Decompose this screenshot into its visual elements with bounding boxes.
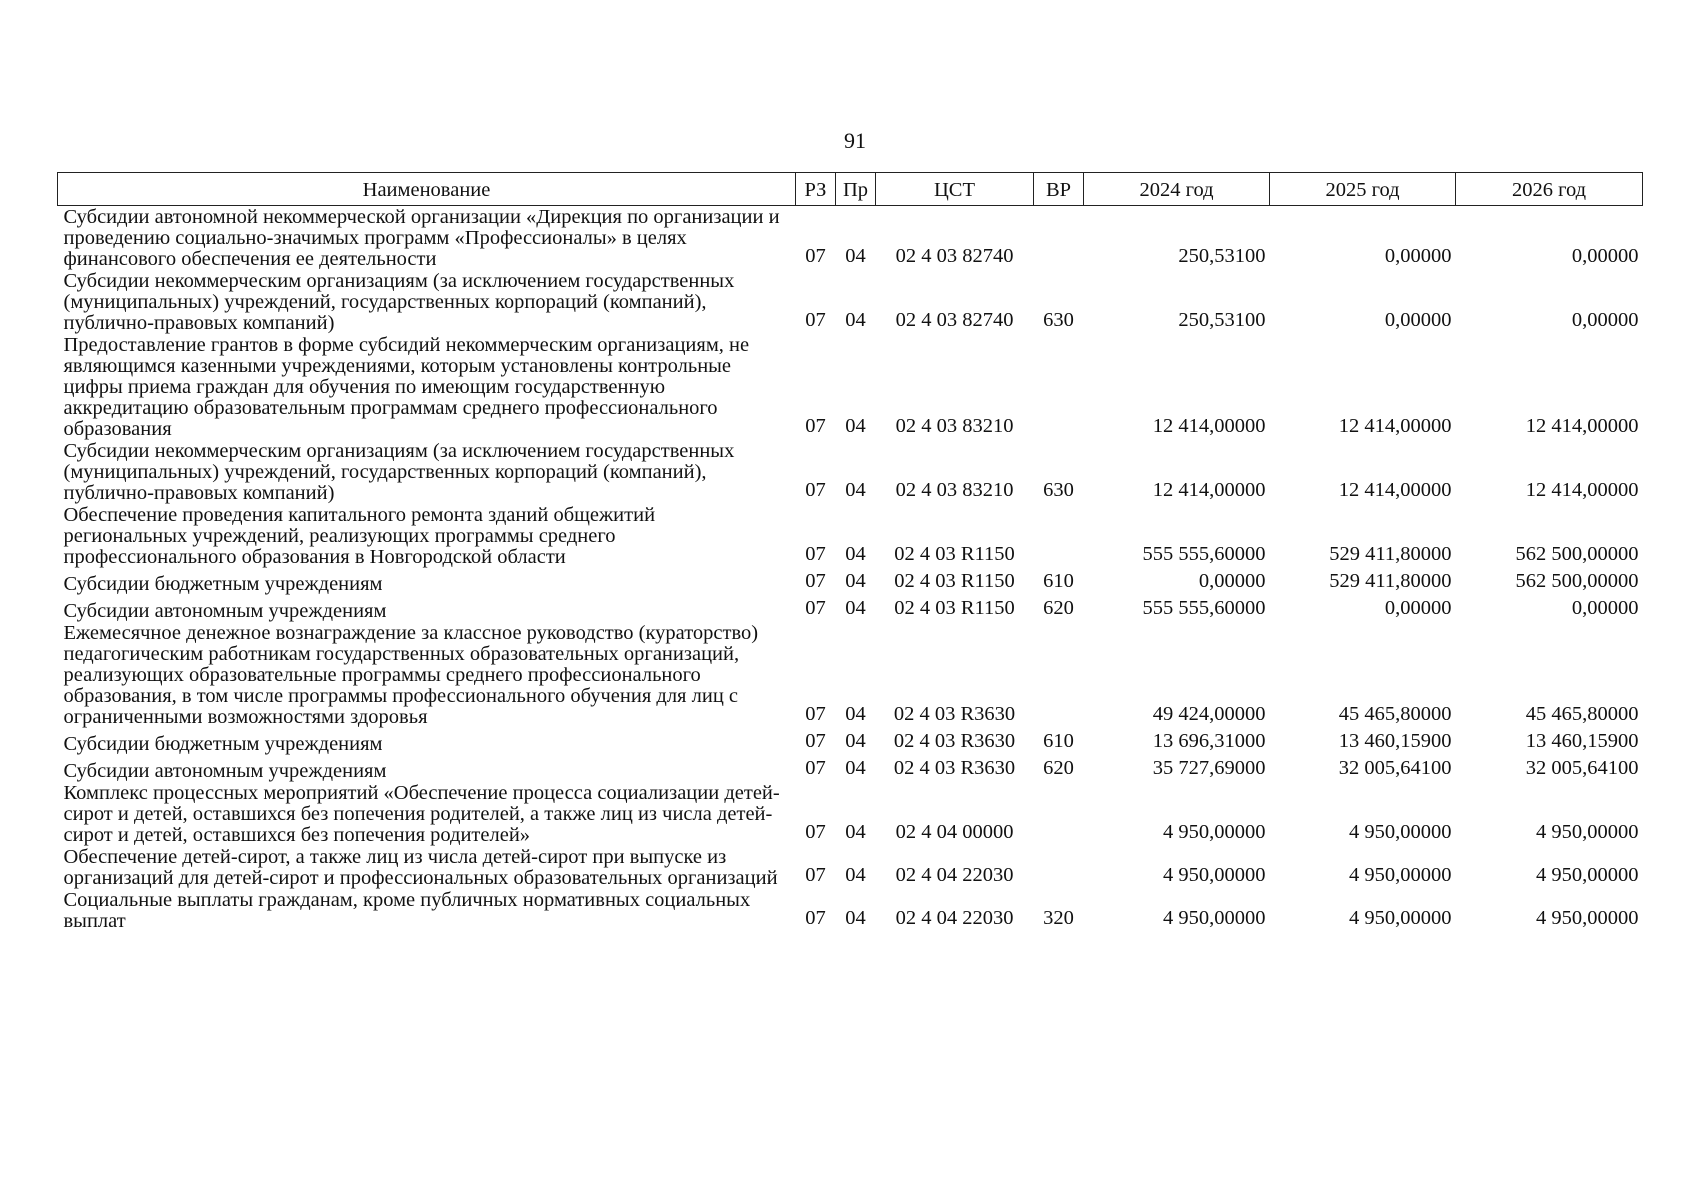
row-rz: 07 <box>805 864 826 886</box>
row-2026: 13 460,15900 <box>1525 730 1639 752</box>
row-name: Комплекс процессных мероприятий «Обеспечение процесса социализации детей-сирот и детей, оставшихся без попечения родителей, а также лиц из числа детей-сирот и детей, оставшихся без попечения родителей» <box>63 782 780 846</box>
row-rz: 07 <box>805 543 826 565</box>
row-2025: 0,00000 <box>1384 597 1452 619</box>
row-2025: 12 414,00000 <box>1338 415 1452 437</box>
header-name: Наименование <box>58 173 796 206</box>
row-2026: 32 005,64100 <box>1525 757 1639 779</box>
budget-table <box>57 172 1643 932</box>
row-pr: 04 <box>845 245 866 267</box>
row-2026: 0,00000 <box>1571 309 1639 331</box>
row-pr: 04 <box>845 864 866 886</box>
row-2025: 529 411,80000 <box>1329 570 1452 592</box>
row-rz: 07 <box>805 479 826 501</box>
row-2024: 12 414,00000 <box>1152 415 1266 437</box>
row-name: Предоставление грантов в форме субсидий некоммерческим организациям, не являющимся казенными учреждениями, которым установлены контрольные цифры приема граждан для обучения по имеющим государственную аккредитацию образовательным программам среднего профессионального образования <box>63 334 750 440</box>
row-pr: 04 <box>845 570 866 592</box>
row-2026: 4 950,00000 <box>1536 907 1639 929</box>
row-cst: 02 4 03 R1150 <box>894 543 1015 565</box>
row-pr: 04 <box>845 309 866 331</box>
row-name: Субсидии автономным учреждениям <box>63 600 387 622</box>
row-cst: 02 4 03 R1150 <box>894 597 1015 619</box>
row-2024: 4 950,00000 <box>1163 864 1266 886</box>
row-2025: 4 950,00000 <box>1349 907 1452 929</box>
row-vr: 610 <box>1043 730 1074 752</box>
row-vr: 630 <box>1043 309 1074 331</box>
header-cst: ЦСТ <box>876 173 1034 206</box>
page-number: 91 <box>844 128 866 153</box>
row-rz: 07 <box>805 597 826 619</box>
row-name: Субсидии автономной некоммерческой организации «Дирекция по организации и проведению социально-значимых программ «Профессионалы» в целях финансового обеспечения ее деятельности <box>63 206 780 270</box>
row-2026: 12 414,00000 <box>1525 479 1639 501</box>
row-cst: 02 4 04 22030 <box>895 864 1014 886</box>
row-vr: 610 <box>1043 570 1074 592</box>
table-row <box>58 504 1643 568</box>
row-name: Субсидии бюджетным учреждениям <box>63 733 383 755</box>
row-cst: 02 4 03 R3630 <box>893 757 1016 779</box>
row-name: Субсидии бюджетным учреждениям <box>63 573 383 595</box>
row-rz: 07 <box>805 570 826 592</box>
table-row <box>58 755 1643 782</box>
row-pr: 04 <box>845 415 866 437</box>
row-pr: 04 <box>845 730 866 752</box>
table-row <box>58 595 1643 622</box>
row-2024: 0,00000 <box>1198 570 1266 592</box>
row-rz: 07 <box>805 245 826 267</box>
header-2024: 2024 год <box>1084 173 1270 206</box>
row-2024: 4 950,00000 <box>1163 907 1266 929</box>
row-rz: 07 <box>805 821 826 843</box>
table-row <box>58 440 1643 504</box>
header-pr: Пр <box>836 173 876 206</box>
row-pr: 04 <box>845 757 866 779</box>
row-cst: 02 4 04 22030 <box>895 907 1014 929</box>
row-pr: 04 <box>845 597 866 619</box>
row-2024: 555 555,60000 <box>1142 543 1266 565</box>
row-name: Обеспечение детей-сирот, а также лиц из числа детей-сирот при выпуске из организаций для детей-сирот и профессиональных образовательных организаций <box>63 846 778 889</box>
row-vr <box>1034 334 1084 440</box>
row-vr: 630 <box>1043 479 1074 501</box>
header-rz: РЗ <box>796 173 836 206</box>
row-cst: 02 4 03 83210 <box>895 479 1014 501</box>
row-2025: 529 411,80000 <box>1329 543 1452 565</box>
row-cst: 02 4 03 83210 <box>895 415 1014 437</box>
row-2024: 555 555,60000 <box>1142 597 1266 619</box>
row-cst: 02 4 03 R3630 <box>893 703 1016 725</box>
row-2025: 12 414,00000 <box>1338 479 1452 501</box>
row-pr: 04 <box>845 543 866 565</box>
table-row <box>58 334 1643 440</box>
row-name: Субсидии некоммерческим организациям (за исключением государственных (муниципальных) учреждений, государственных корпораций (компаний), публично-правовых компаний) <box>63 440 735 504</box>
row-name: Ежемесячное денежное вознаграждение за классное руководство (кураторство) педагогическим работникам государственных образовательных организаций, реализующих образовательные программы среднего профессионального образования, в том числе программы профессионального обучения для лиц с ограниченными возможностями здоровья <box>63 622 759 728</box>
row-cst: 02 4 04 00000 <box>895 821 1014 843</box>
row-name: Субсидии некоммерческим организациям (за исключением государственных (муниципальных) учреждений, государственных корпораций (компаний), публично-правовых компаний) <box>63 270 735 334</box>
table-header-row <box>58 173 1643 206</box>
row-pr: 04 <box>845 479 866 501</box>
row-2025: 45 465,80000 <box>1338 703 1452 725</box>
row-2024: 250,53100 <box>1178 309 1266 331</box>
row-2026: 0,00000 <box>1571 245 1639 267</box>
row-vr: 620 <box>1043 757 1074 779</box>
row-vr: 620 <box>1043 597 1074 619</box>
row-vr <box>1034 206 1084 271</box>
row-2026: 4 950,00000 <box>1536 864 1639 886</box>
row-2024: 12 414,00000 <box>1152 479 1266 501</box>
row-name: Субсидии автономным учреждениям <box>63 760 387 782</box>
row-vr: 320 <box>1043 907 1074 929</box>
row-name: Обеспечение проведения капитального ремонта зданий общежитий региональных учреждений, реализующих программы среднего профессионального образования в Новгородской области <box>63 504 656 568</box>
row-cst: 02 4 03 82740 <box>895 309 1014 331</box>
row-2026: 562 500,00000 <box>1515 543 1639 565</box>
row-rz: 07 <box>805 415 826 437</box>
row-vr <box>1034 782 1084 846</box>
row-rz: 07 <box>805 309 826 331</box>
header-2026: 2026 год <box>1456 173 1643 206</box>
row-2026: 45 465,80000 <box>1525 703 1639 725</box>
row-cst: 02 4 03 R3630 <box>893 730 1016 752</box>
row-pr: 04 <box>845 821 866 843</box>
row-2025: 0,00000 <box>1384 309 1452 331</box>
row-2026: 4 950,00000 <box>1536 821 1639 843</box>
table-row <box>58 622 1643 728</box>
row-2024: 4 950,00000 <box>1163 821 1266 843</box>
row-rz: 07 <box>805 907 826 929</box>
row-rz: 07 <box>805 757 826 779</box>
row-2026: 0,00000 <box>1571 597 1639 619</box>
row-vr <box>1034 622 1084 728</box>
row-2024: 49 424,00000 <box>1152 703 1266 725</box>
row-2025: 13 460,15900 <box>1338 730 1452 752</box>
row-cst: 02 4 03 R1150 <box>894 570 1015 592</box>
table-row <box>58 889 1643 932</box>
row-2024: 35 727,69000 <box>1152 757 1266 779</box>
row-vr <box>1034 504 1084 568</box>
row-cst: 02 4 03 82740 <box>895 245 1014 267</box>
header-2025: 2025 год <box>1270 173 1456 206</box>
row-name: Социальные выплаты гражданам, кроме публичных нормативных социальных выплат <box>63 889 751 932</box>
table-row <box>58 846 1643 889</box>
row-pr: 04 <box>845 907 866 929</box>
table-row <box>58 782 1643 846</box>
row-rz: 07 <box>805 703 826 725</box>
row-2025: 32 005,64100 <box>1338 757 1452 779</box>
row-rz: 07 <box>805 730 826 752</box>
row-2026: 12 414,00000 <box>1525 415 1639 437</box>
table-row <box>58 270 1643 334</box>
header-vr: ВР <box>1034 173 1084 206</box>
row-2024: 250,53100 <box>1178 245 1266 267</box>
table-row <box>58 206 1643 271</box>
row-vr <box>1034 846 1084 889</box>
row-2025: 0,00000 <box>1384 245 1452 267</box>
row-2025: 4 950,00000 <box>1349 821 1452 843</box>
table-row <box>58 728 1643 755</box>
row-2026: 562 500,00000 <box>1515 570 1639 592</box>
row-2024: 13 696,31000 <box>1152 730 1266 752</box>
table-row <box>58 568 1643 595</box>
row-2025: 4 950,00000 <box>1349 864 1452 886</box>
row-pr: 04 <box>845 703 866 725</box>
